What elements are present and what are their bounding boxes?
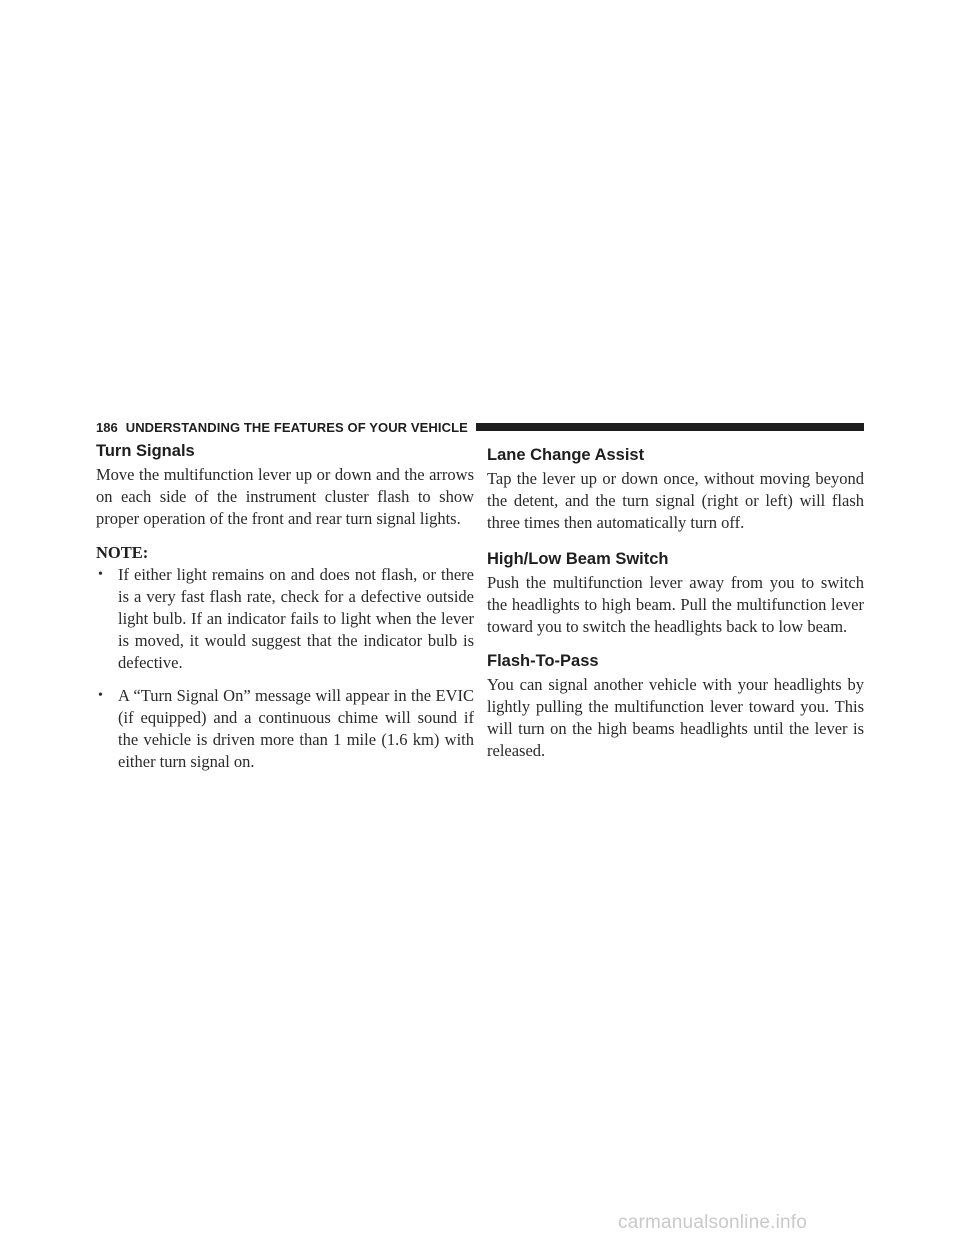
- note-label: NOTE:: [96, 543, 149, 562]
- page-header: [96, 418, 864, 436]
- high-low-beam-body: Push the multifunction lever away from you to switch the headlights to high beam. Pull the multifunction lever toward you to switch the headlights back to low beam.: [487, 573, 864, 636]
- turn-signals-body: Move the multifunction lever up or down and the arrows on each side of the instrument cluster flash to show proper operation of the front and rear turn signal lights.: [96, 465, 474, 528]
- bullet-icon: •: [98, 567, 103, 582]
- turn-signals-heading: Turn Signals: [96, 442, 195, 460]
- lane-change-heading: Lane Change Assist: [487, 446, 645, 464]
- note-bullet-text: If either light remains on and does not flash, or there is a very fast flash rate, check for a defective outside light bulb. If an indicator fails to light when the lever is moved, it would suggest that the indicator bulb is defective.: [118, 565, 474, 672]
- header-rule: [476, 423, 864, 431]
- note-bullet-item: [96, 564, 474, 674]
- high-low-beam-heading: High/Low Beam Switch: [487, 550, 669, 568]
- section-title: UNDERSTANDING THE FEATURES OF YOUR VEHICLE: [125, 419, 468, 435]
- watermark: carmanualsonline.info: [618, 1212, 808, 1233]
- note-bullet-item: [96, 685, 474, 773]
- flash-to-pass-body: You can signal another vehicle with your headlights by lightly pulling the multifunction lever toward you. This will turn on the high beams headlights until the lever is released.: [487, 675, 864, 760]
- lane-change-body: Tap the lever up or down once, without moving beyond the detent, and the turn signal (right or left) will flash three times then automatically turn off.: [487, 469, 864, 532]
- page-number: 186: [96, 419, 118, 435]
- note-bullet-text: A “Turn Signal On” message will appear in the EVIC (if equipped) and a continuous chime will sound if the vehicle is driven more than 1 mile (1.6 km) with either turn signal on.: [118, 686, 474, 771]
- bullet-icon: •: [98, 688, 103, 703]
- note-bullet-list: [96, 564, 474, 773]
- left-column: [96, 440, 474, 784]
- flash-to-pass-heading: Flash-To-Pass: [487, 652, 599, 670]
- right-column: [487, 440, 864, 762]
